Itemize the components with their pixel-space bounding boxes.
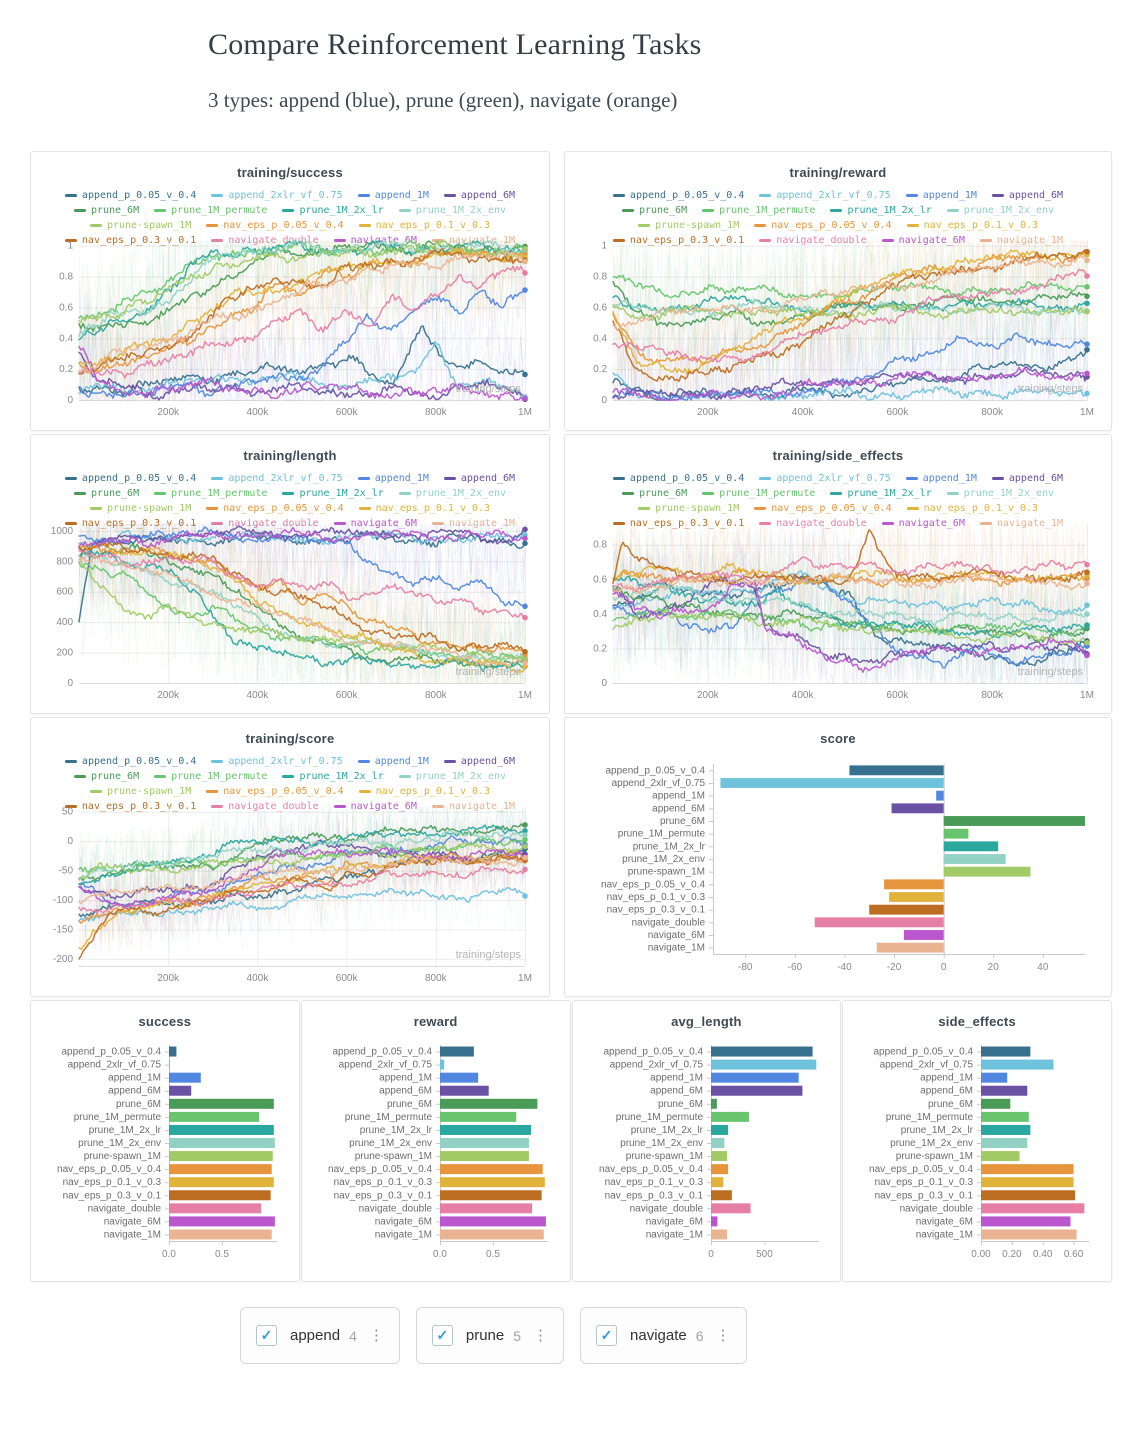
legend-run-name: append_1M: [922, 473, 977, 484]
chart-legend: [31, 471, 549, 519]
run-color-swatch-icon: [359, 507, 371, 510]
legend-item-append_1M[interactable]: [906, 471, 977, 486]
chip-count-badge: 6: [695, 1327, 704, 1344]
chart-legend: [565, 188, 1111, 236]
run-color-swatch-icon: [992, 477, 1004, 480]
panel-training-success: [30, 151, 550, 431]
chart-title: side_effects: [938, 1014, 1016, 1029]
chart-title: avg_length: [671, 1014, 742, 1029]
legend-item-append_2xlr_vf_0.75[interactable]: [211, 188, 342, 203]
legend-item-nav_eps_p_0.1_v_0.3[interactable]: [907, 501, 1038, 516]
legend-row: [31, 218, 549, 233]
legend-item-nav_eps_p_0.05_v_0.4[interactable]: [754, 218, 891, 233]
legend-run-name: prune_6M: [638, 488, 688, 499]
legend-run-name: append_2xlr_vf_0.75: [228, 473, 343, 484]
legend-item-append_p_0.05_v_0.4[interactable]: [65, 471, 196, 486]
legend-run-name: prune_6M: [90, 771, 140, 782]
legend-item-prune-spawn_1M[interactable]: [638, 501, 739, 516]
panel-side-effects-bars: [842, 1000, 1112, 1282]
run-color-swatch-icon: [211, 194, 223, 197]
run-color-swatch-icon: [399, 492, 411, 495]
chip-label: prune: [465, 1327, 505, 1344]
legend-item-prune_1M_2x_env[interactable]: [399, 486, 506, 501]
legend-item-append_p_0.05_v_0.4[interactable]: [65, 188, 196, 203]
run-color-swatch-icon: [906, 477, 918, 480]
run-color-swatch-icon: [358, 477, 370, 480]
filter-chip-prune[interactable]: [416, 1307, 564, 1364]
legend-run-name: append_6M: [460, 756, 516, 767]
legend-run-name: append_p_0.05_v_0.4: [81, 473, 197, 484]
legend-run-name: append_6M: [460, 473, 516, 484]
legend-item-nav_eps_p_0.05_v_0.4[interactable]: [754, 501, 891, 516]
legend-run-name: prune-spawn_1M: [654, 503, 740, 514]
run-color-swatch-icon: [754, 224, 766, 227]
legend-item-prune_1M_permute[interactable]: [154, 203, 267, 218]
run-color-swatch-icon: [90, 790, 102, 793]
legend-item-append_6M[interactable]: [992, 188, 1063, 203]
legend-row: [31, 471, 549, 486]
legend-run-name: prune-spawn_1M: [106, 220, 192, 231]
legend-run-name: append_p_0.05_v_0.4: [629, 473, 745, 484]
run-color-swatch-icon: [830, 209, 842, 212]
panel-avg-length-bars: [572, 1000, 842, 1282]
panel-training-length: [30, 434, 550, 714]
run-color-swatch-icon: [444, 477, 456, 480]
report-header: [0, 0, 1142, 113]
run-color-swatch-icon: [154, 492, 166, 495]
legend-row: [31, 784, 549, 799]
run-color-swatch-icon: [74, 775, 86, 778]
legend-item-append_1M[interactable]: [358, 754, 429, 769]
side-effects-bar-chart[interactable]: [851, 1035, 1101, 1267]
legend-run-name: prune_6M: [90, 488, 140, 499]
run-color-swatch-icon: [154, 209, 166, 212]
legend-run-name: prune_1M_permute: [171, 205, 268, 216]
run-color-swatch-icon: [359, 224, 371, 227]
run-color-swatch-icon: [444, 194, 456, 197]
chip-label: append: [290, 1327, 341, 1344]
run-color-swatch-icon: [638, 224, 650, 227]
filter-chip-append[interactable]: [240, 1307, 400, 1364]
checkbox-checked-icon[interactable]: ✓: [256, 1325, 277, 1346]
legend-item-append_6M[interactable]: [992, 471, 1063, 486]
legend-item-nav_eps_p_0.1_v_0.3[interactable]: [907, 218, 1038, 233]
legend-row: [31, 486, 549, 501]
legend-item-prune_1M_2x_lr[interactable]: [830, 203, 931, 218]
legend-run-name: append_6M: [1008, 473, 1064, 484]
legend-row: [31, 754, 549, 769]
legend-run-name: append_p_0.05_v_0.4: [629, 190, 745, 201]
legend-run-name: nav_eps_p_0.05_v_0.4: [223, 220, 344, 231]
kebab-menu-icon[interactable]: ⋮: [533, 1327, 549, 1344]
legend-item-prune_1M_2x_lr[interactable]: [830, 486, 931, 501]
checkbox-checked-icon[interactable]: ✓: [432, 1325, 453, 1346]
chart-title: reward: [413, 1014, 458, 1029]
chart-title: score: [820, 731, 856, 746]
chart-title: training/score: [245, 731, 335, 746]
legend-item-prune-spawn_1M[interactable]: [90, 218, 191, 233]
run-color-swatch-icon: [754, 507, 766, 510]
legend-item-append_6M[interactable]: [444, 471, 515, 486]
run-color-swatch-icon: [206, 224, 218, 227]
chip-count-badge: 5: [513, 1327, 522, 1344]
score-bar-chart[interactable]: [573, 752, 1101, 982]
legend-item-nav_eps_p_0.05_v_0.4[interactable]: [206, 784, 343, 799]
legend-run-name: prune_1M_2x_lr: [299, 488, 384, 499]
legend-run-name: append_6M: [460, 190, 516, 201]
avg-length-bar-chart[interactable]: [581, 1035, 831, 1267]
run-color-swatch-icon: [399, 209, 411, 212]
legend-item-prune_1M_permute[interactable]: [702, 486, 815, 501]
training-side-effects-chart[interactable]: [573, 519, 1101, 705]
legend-item-prune_6M[interactable]: [74, 203, 139, 218]
legend-item-append_p_0.05_v_0.4[interactable]: [65, 754, 196, 769]
legend-run-name: nav_eps_p_0.05_v_0.4: [223, 503, 344, 514]
legend-run-name: append_1M: [374, 473, 429, 484]
chart-legend: [31, 188, 549, 236]
panel-row-2: [30, 434, 1112, 714]
run-color-swatch-icon: [638, 507, 650, 510]
legend-row: [565, 188, 1111, 203]
legend-run-name: prune_1M_permute: [719, 205, 816, 216]
run-color-swatch-icon: [759, 477, 771, 480]
legend-row: [565, 203, 1111, 218]
panel-score-bars: [564, 717, 1112, 997]
legend-run-name: append_p_0.05_v_0.4: [81, 756, 197, 767]
legend-item-prune_6M[interactable]: [622, 203, 687, 218]
legend-item-prune_1M_2x_lr[interactable]: [282, 769, 383, 784]
run-color-swatch-icon: [74, 492, 86, 495]
legend-item-prune_6M[interactable]: [74, 769, 139, 784]
panel-training-reward: [564, 151, 1112, 431]
legend-item-prune_1M_2x_env[interactable]: [947, 486, 1054, 501]
legend-run-name: prune_1M_2x_lr: [299, 771, 384, 782]
run-color-swatch-icon: [947, 209, 959, 212]
legend-item-nav_eps_p_0.1_v_0.3[interactable]: [359, 218, 490, 233]
legend-item-prune_1M_2x_env[interactable]: [947, 203, 1054, 218]
run-color-swatch-icon: [65, 477, 77, 480]
run-color-swatch-icon: [622, 209, 634, 212]
legend-item-nav_eps_p_0.1_v_0.3[interactable]: [359, 501, 490, 516]
success-bar-chart[interactable]: [39, 1035, 289, 1267]
run-color-swatch-icon: [759, 194, 771, 197]
legend-item-prune_1M_2x_lr[interactable]: [282, 486, 383, 501]
legend-run-name: prune_1M_2x_lr: [847, 488, 932, 499]
legend-run-name: prune_1M_permute: [171, 771, 268, 782]
legend-item-prune_6M[interactable]: [622, 486, 687, 501]
legend-item-prune_6M[interactable]: [74, 486, 139, 501]
legend-run-name: prune_1M_2x_env: [963, 205, 1055, 216]
run-color-swatch-icon: [65, 194, 77, 197]
panel-grid: [30, 151, 1112, 1364]
run-color-swatch-icon: [992, 194, 1004, 197]
legend-item-append_p_0.05_v_0.4[interactable]: [613, 188, 744, 203]
run-color-swatch-icon: [399, 775, 411, 778]
panel-row-3: [30, 717, 1112, 997]
legend-item-nav_eps_p_0.1_v_0.3[interactable]: [359, 784, 490, 799]
legend-row: [565, 486, 1111, 501]
run-color-swatch-icon: [211, 760, 223, 763]
panel-training-side-effects: [564, 434, 1112, 714]
run-color-swatch-icon: [282, 775, 294, 778]
legend-run-name: append_2xlr_vf_0.75: [776, 190, 891, 201]
legend-item-prune_1M_permute[interactable]: [702, 203, 815, 218]
legend-run-name: nav_eps_p_0.05_v_0.4: [771, 503, 892, 514]
run-color-swatch-icon: [358, 194, 370, 197]
legend-item-append_1M[interactable]: [358, 471, 429, 486]
legend-run-name: nav_eps_p_0.1_v_0.3: [923, 503, 1039, 514]
legend-item-nav_eps_p_0.05_v_0.4[interactable]: [206, 218, 343, 233]
legend-run-name: prune_6M: [90, 205, 140, 216]
run-color-swatch-icon: [622, 492, 634, 495]
run-color-swatch-icon: [907, 224, 919, 227]
legend-row: [565, 471, 1111, 486]
legend-run-name: prune_6M: [638, 205, 688, 216]
run-color-swatch-icon: [947, 492, 959, 495]
reward-bar-chart[interactable]: [310, 1035, 560, 1267]
legend-row: [31, 188, 549, 203]
run-color-swatch-icon: [211, 477, 223, 480]
run-color-swatch-icon: [282, 209, 294, 212]
run-color-swatch-icon: [702, 492, 714, 495]
legend-run-name: prune_1M_2x_env: [415, 488, 507, 499]
legend-run-name: prune_1M_2x_env: [963, 488, 1055, 499]
run-color-swatch-icon: [358, 760, 370, 763]
legend-row: [31, 203, 549, 218]
legend-item-append_2xlr_vf_0.75[interactable]: [211, 754, 342, 769]
legend-item-append_1M[interactable]: [906, 188, 977, 203]
panel-success-bars: [30, 1000, 300, 1282]
run-color-swatch-icon: [65, 760, 77, 763]
legend-run-name: append_p_0.05_v_0.4: [81, 190, 197, 201]
legend-run-name: prune_1M_permute: [171, 488, 268, 499]
legend-item-append_p_0.05_v_0.4[interactable]: [613, 471, 744, 486]
chart-title: training/reward: [789, 165, 887, 180]
legend-run-name: append_1M: [374, 756, 429, 767]
legend-item-prune_1M_2x_env[interactable]: [399, 203, 506, 218]
training-length-chart[interactable]: [39, 519, 539, 705]
legend-run-name: nav_eps_p_0.1_v_0.3: [375, 786, 491, 797]
kebab-menu-icon[interactable]: ⋮: [368, 1327, 384, 1344]
run-color-swatch-icon: [154, 775, 166, 778]
training-reward-chart[interactable]: [573, 236, 1101, 422]
legend-item-prune_1M_2x_env[interactable]: [399, 769, 506, 784]
legend-item-append_2xlr_vf_0.75[interactable]: [759, 188, 890, 203]
legend-run-name: prune_1M_2x_env: [415, 205, 507, 216]
legend-item-prune_1M_permute[interactable]: [154, 769, 267, 784]
run-color-swatch-icon: [74, 209, 86, 212]
legend-run-name: nav_eps_p_0.1_v_0.3: [375, 220, 491, 231]
run-color-swatch-icon: [830, 492, 842, 495]
page-subtitle: 3 types: append (blue), prune (green), navigate (orange): [208, 88, 678, 112]
panel-row-1: [30, 151, 1112, 431]
legend-item-prune-spawn_1M[interactable]: [90, 501, 191, 516]
kebab-menu-icon[interactable]: ⋮: [715, 1327, 731, 1344]
legend-run-name: prune-spawn_1M: [654, 220, 740, 231]
run-color-swatch-icon: [613, 194, 625, 197]
chart-title: training/length: [243, 448, 337, 463]
legend-run-name: append_6M: [1008, 190, 1064, 201]
run-color-swatch-icon: [90, 507, 102, 510]
legend-run-name: append_1M: [374, 190, 429, 201]
run-color-swatch-icon: [702, 209, 714, 212]
panel-training-score: [30, 717, 550, 997]
legend-run-name: append_2xlr_vf_0.75: [228, 190, 343, 201]
legend-item-append_2xlr_vf_0.75[interactable]: [211, 471, 342, 486]
legend-run-name: prune_1M_2x_env: [415, 771, 507, 782]
legend-run-name: nav_eps_p_0.1_v_0.3: [375, 503, 491, 514]
legend-run-name: prune_1M_permute: [719, 488, 816, 499]
legend-run-name: nav_eps_p_0.05_v_0.4: [223, 786, 344, 797]
group-filter-chips: [240, 1307, 1112, 1364]
run-color-swatch-icon: [613, 477, 625, 480]
panel-reward-bars: [301, 1000, 571, 1282]
legend-item-append_6M[interactable]: [444, 754, 515, 769]
legend-run-name: nav_eps_p_0.1_v_0.3: [923, 220, 1039, 231]
run-color-swatch-icon: [906, 194, 918, 197]
legend-item-prune-spawn_1M[interactable]: [90, 784, 191, 799]
run-color-swatch-icon: [282, 492, 294, 495]
legend-item-nav_eps_p_0.05_v_0.4[interactable]: [206, 501, 343, 516]
chart-title: training/side_effects: [772, 448, 904, 463]
legend-run-name: nav_eps_p_0.05_v_0.4: [771, 220, 892, 231]
legend-run-name: append_2xlr_vf_0.75: [776, 473, 891, 484]
legend-item-prune_1M_2x_lr[interactable]: [282, 203, 383, 218]
filter-chip-navigate[interactable]: [580, 1307, 747, 1364]
legend-item-append_6M[interactable]: [444, 188, 515, 203]
legend-row: [31, 501, 549, 516]
run-color-swatch-icon: [206, 507, 218, 510]
legend-run-name: prune_1M_2x_lr: [299, 205, 384, 216]
chart-title: training/success: [237, 165, 343, 180]
chart-legend: [31, 754, 549, 802]
legend-run-name: prune-spawn_1M: [106, 503, 192, 514]
legend-run-name: append_1M: [922, 190, 977, 201]
legend-row: [565, 501, 1111, 516]
legend-item-append_1M[interactable]: [358, 188, 429, 203]
training-success-chart[interactable]: [39, 236, 539, 422]
legend-run-name: prune_1M_2x_lr: [847, 205, 932, 216]
training-score-chart[interactable]: [39, 802, 539, 988]
chip-count-badge: 4: [349, 1327, 357, 1344]
run-color-swatch-icon: [90, 224, 102, 227]
panel-row-4: [30, 1000, 1112, 1282]
legend-item-prune_1M_permute[interactable]: [154, 486, 267, 501]
chart-title: success: [138, 1014, 192, 1029]
legend-run-name: append_2xlr_vf_0.75: [228, 756, 343, 767]
legend-row: [565, 218, 1111, 233]
page-title: Compare Reinforcement Learning Tasks: [208, 28, 702, 61]
legend-run-name: prune-spawn_1M: [106, 786, 192, 797]
run-color-swatch-icon: [206, 790, 218, 793]
run-color-swatch-icon: [359, 790, 371, 793]
checkbox-checked-icon[interactable]: ✓: [596, 1325, 617, 1346]
legend-row: [31, 769, 549, 784]
legend-item-append_2xlr_vf_0.75[interactable]: [759, 471, 890, 486]
legend-item-prune-spawn_1M[interactable]: [638, 218, 739, 233]
run-color-swatch-icon: [907, 507, 919, 510]
run-color-swatch-icon: [444, 760, 456, 763]
chip-label: navigate: [630, 1327, 687, 1344]
chart-legend: [565, 471, 1111, 519]
